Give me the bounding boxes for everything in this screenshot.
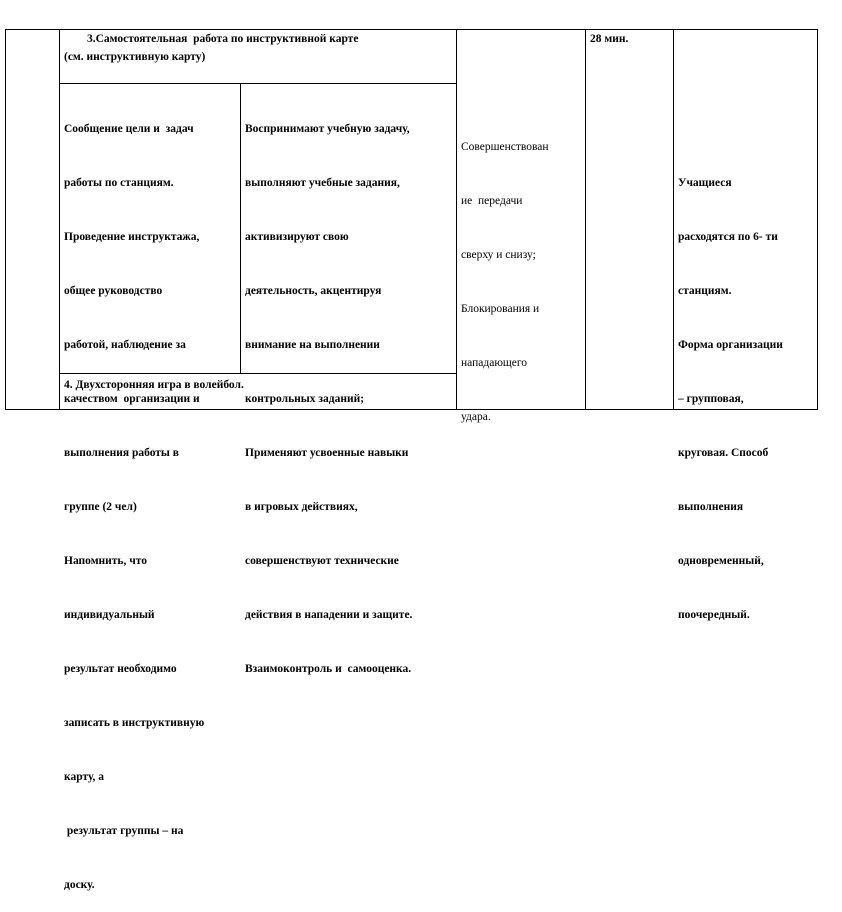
students-line: Применяют усвоенные навыки bbox=[245, 447, 409, 459]
notes-line: одновременный, bbox=[678, 555, 764, 567]
teacher-line: результат группы – на bbox=[64, 825, 184, 837]
column-divider-1 bbox=[59, 29, 60, 410]
teacher-activity-text bbox=[64, 84, 204, 912]
teacher-line: доску. bbox=[64, 879, 95, 891]
section3-title-line1: 3.Самостоятельная работа по инструктивной карте bbox=[87, 33, 359, 45]
teacher-line: Напомнить, что bbox=[64, 555, 147, 567]
notes-line: станциям. bbox=[678, 285, 732, 297]
students-line: в игровых действиях, bbox=[245, 501, 358, 513]
tasks-line: Блокирования и bbox=[461, 303, 540, 315]
teacher-line: Сообщение цели и задач bbox=[64, 123, 194, 135]
teacher-line: группе (2 чел) bbox=[64, 501, 137, 513]
notes-text bbox=[678, 138, 783, 642]
notes-line: поочередный. bbox=[678, 609, 750, 621]
teacher-line: выполнения работы в bbox=[64, 447, 179, 459]
students-line: Взаимоконтроль и самооценка. bbox=[245, 663, 412, 675]
teacher-line: записать в инструктивную bbox=[64, 717, 205, 729]
notes-line: круговая. Способ bbox=[678, 447, 769, 459]
students-line: внимание на выполнении bbox=[245, 339, 380, 351]
students-line: деятельность, акцентируя bbox=[245, 285, 382, 297]
column-divider-teacher-students bbox=[240, 83, 241, 373]
column-divider-time bbox=[585, 29, 586, 410]
table-border-right bbox=[817, 29, 818, 410]
teacher-line: карту, а bbox=[64, 771, 105, 783]
students-line: выполняют учебные задания, bbox=[245, 177, 400, 189]
section3-title-line2: (см. инструктивную карту) bbox=[64, 51, 206, 63]
tasks-line: удара. bbox=[461, 411, 491, 423]
notes-line: Форма организации bbox=[678, 339, 783, 351]
section4-title: 4. Двухсторонняя игра в волейбол. bbox=[64, 379, 244, 391]
tasks-text bbox=[461, 102, 549, 444]
column-divider-tasks bbox=[456, 29, 457, 410]
tasks-line: Совершенствован bbox=[461, 141, 549, 153]
teacher-line: качеством организации и bbox=[64, 393, 200, 405]
teacher-line: работы по станциям. bbox=[64, 177, 174, 189]
students-line: совершенствуют технические bbox=[245, 555, 399, 567]
students-line: контрольных заданий; bbox=[245, 393, 365, 405]
teacher-line: общее руководство bbox=[64, 285, 163, 297]
time-value: 28 мин. bbox=[590, 33, 629, 45]
teacher-line: работой, наблюдение за bbox=[64, 339, 186, 351]
students-line: Воспринимают учебную задачу, bbox=[245, 123, 410, 135]
notes-line: Учащиеся bbox=[678, 177, 732, 189]
teacher-line: результат необходимо bbox=[64, 663, 177, 675]
notes-line: расходятся по 6- ти bbox=[678, 231, 778, 243]
table-border-left bbox=[5, 29, 6, 410]
tasks-line: сверху и снизу; bbox=[461, 249, 536, 261]
tasks-line: нападающего bbox=[461, 357, 528, 369]
column-divider-notes bbox=[673, 29, 674, 410]
notes-line: выполнения bbox=[678, 501, 744, 513]
teacher-line: Проведение инструктажа, bbox=[64, 231, 200, 243]
students-line: действия в нападении и защите. bbox=[245, 609, 413, 621]
notes-line: – групповая, bbox=[678, 393, 744, 405]
teacher-line: индивидуальный bbox=[64, 609, 155, 621]
tasks-line: ие передачи bbox=[461, 195, 523, 207]
students-activity-text bbox=[245, 84, 412, 696]
students-line: активизируют свою bbox=[245, 231, 349, 243]
